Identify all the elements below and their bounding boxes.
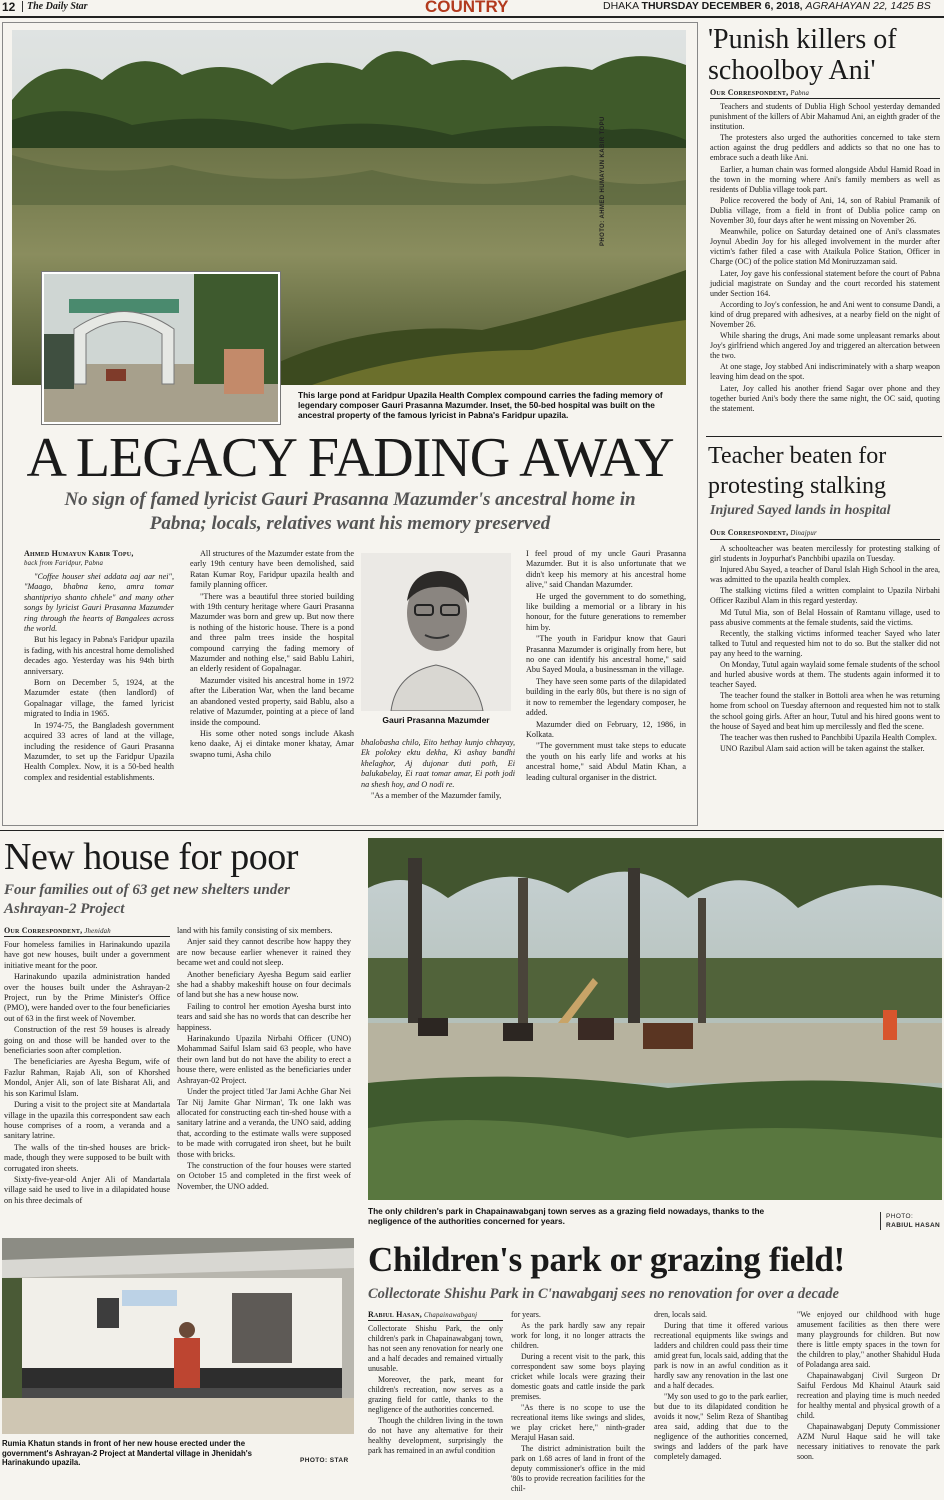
teacher-para: The stalking victims filed a written complaint to Upazila Nirbahi Officer Razibul Alam in this regard yesterday. <box>710 586 940 606</box>
house-para: Under the project titled 'Jar Jami Achhe Ghar Nei Tar Nij Jamite Ghar Nirman', Tk one lakh was allocated for constructing each tin-shed house with a sanitary latrine and a veranda, the UNO said, adding that, according to the estimate walls were supposed to be made with corrugated iron sheet, but he built those with bricks. <box>177 1087 351 1159</box>
masthead <box>0 0 944 16</box>
ani-para: Police recovered the body of Ani, 14, son of Rabiul Pramanik of Dublia village, from a field in front of Dublia police camp on November 30, four days after he went missing on November 26. <box>710 195 940 226</box>
legacy-para: But his legacy in Pabna's Faridpur upazila is fading, with his ancestral home demolished decades ago. Yesterday was his 94th birth anniversary. <box>24 635 174 676</box>
legacy-para: "The youth in Faridpur know that Gauri Prasanna Mazumder is originally from here, but no one can identify his ancestral home," said Abu Sayed Moula, a businessman in the village. <box>526 634 686 675</box>
legacy-para: Mazumder visited his ancestral home in 1972 after the Liberation War, when the land became an abandoned vested property, said Bablu, also a relative of Mazumder, pointing at a piece of land inside the compound. <box>190 675 354 727</box>
dateline-date: THURSDAY DECEMBER 6, 2018, <box>641 0 803 12</box>
park-para: "As there is no scope to use the recreational items like swings and slides, we play cricket here," ninth-grader Merajul Hasan said. <box>511 1403 645 1442</box>
park-photo-image <box>368 838 942 1200</box>
pond-photo-caption: This large pond at Faridpur Upazila Health Complex compound carries the fading memory of legendary composer Gauri Prasanna Mazumder. Inset, the 50-bed hospital was built on the ancestral property of the famous lyricist in Pabna's Faridpur upazila. <box>298 390 663 421</box>
park-photo-caption: The only children's park in Chapainawabganj town serves as a grazing field nowadays, thanks to the negligence of the authorities concerned for years. <box>368 1206 765 1227</box>
park-byline-name: Rabiul Hasan, <box>368 1310 422 1319</box>
park-photo-credit <box>880 1212 940 1230</box>
park-photo <box>368 838 942 1200</box>
house-para: Harinakundo upazila administration handed over the houses built under the Ashrayan-2 Project, run by the Prime Minister's Office (PMO), were handed over to the four beneficiaries out of 63 in the first week of November. <box>4 972 170 1023</box>
teacher-byline-name: Our Correspondent, <box>710 528 789 537</box>
teacher-byline-place: Dinajpur <box>790 530 817 537</box>
hospital-inset-photo <box>42 272 280 424</box>
park-para: for years. <box>511 1310 541 1319</box>
legacy-headline: A LEGACY FADING AWAY <box>26 427 674 489</box>
park-para: Collectorate Shishu Park, the only children's park in Chapainawabganj town, has not seen any renovation for nearly one and a half decades and remained virtually unusable. <box>368 1324 503 1373</box>
park-col-2 <box>511 1310 645 1495</box>
ani-byline-name: Our Correspondent, <box>710 88 789 97</box>
legacy-byline <box>24 549 174 568</box>
house-byline-name: Our Correspondent, <box>4 926 83 935</box>
dateline-bangla: AGRAHAYAN 22, 1425 BS <box>805 0 931 12</box>
park-photo-credit-label: PHOTO: <box>886 1213 914 1220</box>
dateline-city: DHAKA <box>603 0 639 12</box>
legacy-subhead: No sign of famed lyricist Gauri Prasanna Mazumder's ancestral home in Pabna; locals, relatives want his memory preserved <box>64 489 636 534</box>
house-para: Harinakundo Upazila Nirbahi Officer (UNO) Mohammad Saiful Islam said 63 people, who have their own land but do not have the ability to erect a house there, were enlisted as the beneficiaries under Ashrayan-02 Project. <box>177 1034 351 1085</box>
legacy-para: "As a member of the Mazumder family, <box>371 791 502 801</box>
park-para: The district administration built the park on 1.68 acres of land in front of the deputy commissioner's office in the mid '80s to provide recreation facilities for the chil- <box>511 1444 645 1493</box>
teacher-para: UNO Razibul Alam said action will be taken against the stalker. <box>720 743 925 753</box>
ani-para: The protesters also urged the authorities concerned to take stern action against the drug peddlers and addicts so that no one has to embrace such a death like Ani. <box>710 133 940 163</box>
legacy-para: He urged the government to do something, like building a memorial or a library in his honour, for the future generations to remember him by. <box>526 591 686 632</box>
park-para: dren, locals said. <box>654 1310 708 1319</box>
legacy-byline-name: Ahmed Humayun Kabir Topu, <box>24 549 134 558</box>
legacy-para: His some other noted songs include Akash keno daake, Aj ei dintake moner khatay, Amar swapno tumi, Asha chilo <box>190 728 354 759</box>
ani-headline: 'Punish killers of schoolboy Ani' <box>708 24 897 86</box>
park-para: Moreover, the park, meant for children's recreation, now serves as a grazing field for cattle, thanks to the negligence of the authorities concerned. <box>368 1375 503 1414</box>
legacy-para: All structures of the Mazumder estate from the early 19th century have been demolished, said Ratan Kumar Roy, Faridpur upazila health and family planning officer. <box>190 549 354 590</box>
teacher-para: Recently, the stalking victims informed teacher Sayed who later talked to Tutul and requested him not to do so. But the stalker did not pay any heed to the warning. <box>710 628 940 658</box>
legacy-para: "Coffee houser shei addata aaj aar nei", "Maago, bhabna keno, amra tomar shantipriyo shanto chhele" and many other songs by lyricist Gauri Prasanna Mazumder ring through the hearts of Bangalees across the world. <box>24 572 174 634</box>
house-headline: New house for poor <box>4 836 298 878</box>
paper-logo: The Daily Star <box>22 1 88 12</box>
legacy-col-1 <box>24 572 174 784</box>
house-para: Failing to control her emotion Ayesha burst into tears and said she has no words that can describe her happiness. <box>177 1001 351 1032</box>
dateline <box>603 0 931 12</box>
ani-para: Earlier, a human chain was formed alongside Abdul Hamid Road in the town in the morning where Ani's family members as well as residents of Dublia village took part. <box>710 164 940 194</box>
legacy-para: "The government must take steps to educate the youth on his early life and works at his ancestral home," said Abdul Matin Khan, a leading cultural organiser in the district. <box>526 741 686 782</box>
legacy-col-2 <box>190 549 354 761</box>
ani-end-rule <box>706 436 942 437</box>
house-photo-image <box>2 1238 354 1434</box>
house-para: Construction of the rest 59 houses is already going on and those will be handed over to the beneficiaries soon after completion. <box>4 1025 170 1056</box>
park-byline-rule <box>368 1320 503 1321</box>
house-subhead: Four families out of 63 get new shelters under Ashrayan-2 Project <box>4 882 290 917</box>
park-photo-credit-name: RABIUL HASAN <box>886 1222 941 1229</box>
teacher-para: Md Tutul Mia, son of Belal Hossain of Ramtanu village, used to pass abusive comments at the female students, said the victims. <box>710 607 940 627</box>
pond-photo-credit: PHOTO: AHMED HUMAYUN KABIR TOPU <box>600 116 606 246</box>
legacy-para: bhalobasha chilo, Eito hethay kunjo chhayay, Ek polokey ektu dekha, Ki ashay bandhi khelaghor, Aj dujonar duti poth, Ei balukabelay, Ei raat tomar amar, Ei poth jodi na shesh hoy, and O nodi re. <box>361 738 515 789</box>
house-byline-rule <box>4 936 170 937</box>
park-col-3 <box>654 1310 788 1463</box>
park-para: Chapainawabganj Deputy Commissioner AZM Nurul Haque said he will take necessary initiatives to renovate the park soon. <box>797 1422 940 1461</box>
ani-byline <box>710 88 940 97</box>
park-byline <box>368 1310 503 1319</box>
house-para: Four homeless families in Harinakundo upazila have got new houses, built under a government initiative meant for the poor. <box>4 940 170 970</box>
legacy-para: Born on December 5, 1924, at the Mazumder estate (then landlord) of Gopalnagar village, the famed lyricist migrated to India in 1965. <box>24 678 174 719</box>
park-para: As the park hardly saw any repair work for long, it no longer attracts the children. <box>511 1321 645 1350</box>
park-headline: Children's park or grazing field! <box>368 1240 845 1279</box>
house-para: Another beneficiary Ayesha Begum said earlier she had a shabby makeshift house on four decimals of land but she has a new house now. <box>177 969 351 1000</box>
ani-para: Meanwhile, police on Saturday detained one of Ani's classmates Joynul Abedin Joy for his alleged involvement in the murder after victim's father filed a case with Ataikula Police Station, Officer in Charge (OC) of the police station Md Moniruzzaman said. <box>710 227 940 267</box>
house-para: land with his family consisting of six members. <box>177 926 333 935</box>
portrait-image <box>361 553 511 711</box>
teacher-para: The teacher found the stalker in Bottoli area when he was returning home from school on Tuesday afternoon and requested him not to stalk the school going girls. After an hour, Tutul and his hired goons went to the house of Sayed and beat him up mercilessly and fled the scene. <box>710 691 940 731</box>
section-name: COUNTRY <box>425 0 509 16</box>
house-photo <box>2 1238 354 1434</box>
ani-para: Teachers and students of Dublia High School yesterday demanded punishment of the killers of Abir Mahamud Ani, an eighth grader of the institution. <box>710 102 940 132</box>
house-para: The construction of the four houses were started on October 15 and completed in the first week of November, the UNO added. <box>177 1160 351 1191</box>
park-para: Chapainawabganj Civil Surgeon Dr Saiful Ferdous Md Khainul Ataurk said recreation and playing time is much needed for healthy mental and physical growth of a child. <box>797 1371 940 1420</box>
legacy-para: They have seen some parts of the dilapidated building in the early 80s, but there is no sign of it now to remember the legendary composer, he added. <box>526 676 686 718</box>
park-byline-place: Chapainawabganj <box>424 1312 478 1319</box>
park-subhead: Collectorate Shishu Park in C'nawabganj sees no renovation for over a decade <box>368 1286 839 1302</box>
portrait-caption: Gauri Prasanna Mazumder <box>382 715 490 725</box>
park-col-4 <box>797 1310 940 1463</box>
masthead-rule <box>0 16 944 18</box>
ani-byline-place: Pabna <box>790 90 810 97</box>
teacher-para: Injured Abu Sayed, a teacher of Darul Islah High School in the area, was admitted to the upazila health complex. <box>710 565 940 585</box>
ani-para: At one stage, Joy stabbed Ani indiscriminately with a sharp weapon leaving him dead on the spot. <box>710 362 940 382</box>
ani-para: While sharing the drugs, Ani made some unpleasant remarks about Joy's girlfriend which angered Joy and triggered an altercation between the two. <box>710 331 940 361</box>
hospital-inset-image <box>44 274 278 422</box>
ani-byline-rule <box>710 98 940 99</box>
house-para: Anjer said they cannot describe how happy they are now because earlier whenever it rained they became wet and could not sleep. <box>177 937 351 968</box>
legacy-para: "There was a beautiful three storied building with 19th century heritage where Gauri Prasanna Mazumder was born and grew up. But now there is nothing of the historic house. There is a pond and three palm trees inside the hospital compound carrying the fading memory of Mazumder and nothing else," said Bablu Lahiri, an elderly resident of Gopalnagar. <box>190 591 354 674</box>
legacy-byline-place: back from Faridpur, Pabna <box>24 560 104 567</box>
legacy-para: In 1974-75, the Bangladesh government acquired 33 acres of land at the village, including the residence of Gauri Prasanna Mazumder, to set up the Faridpur Upazila Health Complex. Now, it is a 50-bed health complex and residential establishments. <box>24 720 174 782</box>
teacher-para: A schoolteacher was beaten mercilessly for protesting stalking of girl students in Joypurhat's Panchbibi upazila on Tuesday. <box>710 544 940 564</box>
house-para: The beneficiaries are Ayesha Begum, wife of Fazlur Rahman, Rajab Ali, son of Khorshed Mondol, Anjer Ali, son of late Bisharat Ali, and his son Karimul Islam. <box>4 1057 170 1098</box>
teacher-headline: Teacher beaten for protesting stalking <box>708 443 887 499</box>
house-byline <box>4 926 174 935</box>
house-photo-credit: PHOTO: STAR <box>300 1457 349 1464</box>
house-para: During a visit to the project site at Mandartala village in the upazila this correspondent saw each house comprises of a room, a veranda and a sanitary latrine. <box>4 1100 170 1141</box>
park-para: Though the children living in the town do not have any alternative for their healthy development, surprisingly the park has remained in an awful condition <box>368 1416 503 1455</box>
legacy-col-3 <box>361 738 515 802</box>
teacher-subhead: Injured Sayed lands in hospital <box>710 503 891 518</box>
teacher-para: The teacher was then rushed to Panchbibi Upazila Health Complex. <box>720 732 937 742</box>
ani-para: According to Joy's confession, he and Ani went to consume Dandi, a kind of drug prepared with adhesives, at a nearby field on the night of November 26. <box>710 299 940 329</box>
house-photo-caption: Rumia Khatun stands in front of her new house erected under the government's Ashrayan-2 Project at Mandertal village in Jhenidah's Harinakundo upazila. <box>2 1439 252 1467</box>
portrait-photo <box>361 553 511 711</box>
legacy-para: Mazumder died on February, 12, 1986, in Kolkata. <box>526 719 686 739</box>
teacher-byline <box>710 528 940 537</box>
ani-para: Later, Joy called his another friend Sagar over phone and they together buried Ani's body there the same night, the OC said, quoting the statement. <box>710 383 940 413</box>
teacher-byline-rule <box>710 539 940 540</box>
page-number: 12 <box>2 0 16 14</box>
house-para: The walls of the tin-shed houses are brick-made, though they were supposed to be built with corrugated iron sheets. <box>4 1142 170 1173</box>
teacher-body <box>710 544 940 755</box>
park-col-1 <box>368 1324 503 1457</box>
legacy-para: I feel proud of my uncle Gauri Prasanna Mazumder. But it is also unfortunate that we didn't keep his memory at his ancestral home alive," said Chandan Mazumder. <box>526 549 686 590</box>
house-byline-place: Jhenidah <box>84 928 111 935</box>
park-para: "We enjoyed our childhood with huge amusement facilities as then there were many playgrounds for children. But now there is little empty spaces in the town for the children to play," another Shahidul Huda of Poladanga area said. <box>797 1310 940 1369</box>
teacher-para: On Monday, Tutul again waylaid some female students of the school and hurled abusive words at them. The students again informed it to teacher Sayed. <box>710 660 940 690</box>
park-para: "My son used to go to the park earlier, but due to its dilapidated condition he avoids it now," Selim Reza of Shantibag area said, adding that due to the negligence of the authorities concerned, swings and ladders of the park have completely damaged. <box>654 1392 788 1461</box>
ani-para: Later, Joy gave his confessional statement before the court of Pabna judicial magistrate on Sunday and the court recorded his statement under Section 164. <box>710 268 940 298</box>
ani-body <box>710 102 940 415</box>
park-para: During that time it offered various recreational equipments like swings and ladders and children could pass their time amid great fun, locals said, adding that the park is now in an awful condition as it hardly saw any renovation in the last one and a half decades. <box>654 1321 788 1390</box>
house-para: Sixty-five-year-old Anjer Ali of Mandartala village said he used to live in a dilapidated house on his three decimals of <box>4 1174 170 1205</box>
legacy-col-4 <box>526 549 686 784</box>
house-col-1 <box>4 940 170 1207</box>
mid-page-rule <box>0 830 944 831</box>
park-para: During a recent visit to the park, this correspondent saw some boys playing cricket while locals were grazing their domestic goats and cattle inside the park premises. <box>511 1352 645 1401</box>
house-col-2 <box>177 926 351 1193</box>
